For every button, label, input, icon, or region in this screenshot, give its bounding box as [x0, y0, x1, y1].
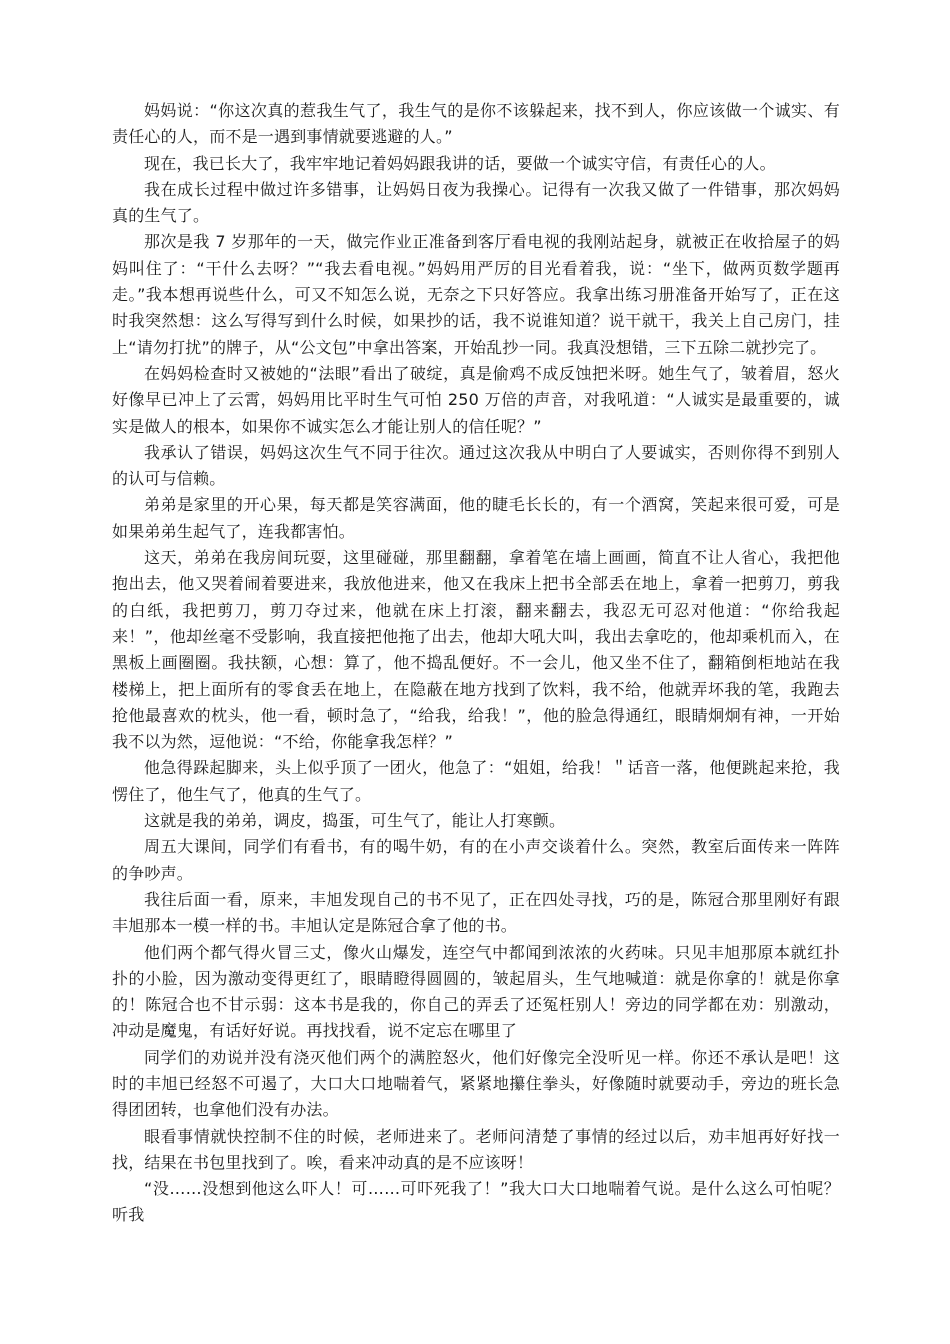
paragraph: 弟弟是家里的开心果，每天都是笑容满面，他的睫毛长长的，有一个酒窝，笑起来很可爱，可是如果弟弟生起气了，连我都害怕。	[112, 495, 840, 541]
paragraph: “没……没想到他这么吓人！可……可吓死我了！”我大口大口地喘着气说。是什么这么可怕呢？听我	[112, 1179, 840, 1225]
paragraph: 我承认了错误，妈妈这次生气不同于往次。通过这次我从中明白了人要诚实，否则你得不到别人的认可与信赖。	[112, 442, 840, 489]
paragraph: 妈妈说：“你这次真的惹我生气了，我生气的是你不该躲起来，找不到人，你应该做一个诚实、有责任心的人，而不是一遇到事情就要逃避的人。”	[112, 101, 840, 147]
paragraph: 他急得跺起脚来，头上似乎顶了一团火，他急了：“姐姐，给我！＂话音一落，他便跳起来抢，我愣住了，他生气了，他真的生气了。	[112, 758, 840, 804]
paragraph: 我在成长过程中做过许多错事，让妈妈日夜为我操心。记得有一次我又做了一件错事，那次妈妈真的生气了。	[112, 179, 840, 226]
paragraph: 眼看事情就快控制不住的时候，老师进来了。老师问清楚了事情的经过以后，劝丰旭再好好找一找，结果在书包里找到了。唉，看来冲动真的是不应该呀！	[112, 1126, 840, 1172]
paragraph: 我往后面一看，原来，丰旭发现自己的书不见了，正在四处寻找，巧的是，陈冠合那里刚好有跟丰旭那本一模一样的书。丰旭认定是陈冠合拿了他的书。	[112, 889, 840, 936]
paragraph: 在妈妈检查时又被她的“法眼”看出了破绽，真是偷鸡不成反蚀把米呀。她生气了，皱着眉，怒火好像早已冲上了云霄，妈妈用比平时生气可怕 250 万倍的声音，对我吼道：“人诚实是最重要的，诚实是做人的根本，如果你不诚实怎么才能让别人的信任呢？”	[112, 363, 840, 436]
paragraph: 这就是我的弟弟，调皮，捣蛋，可生气了，能让人打寒颤。	[144, 811, 566, 831]
paragraph: 他们两个都气得火冒三丈，像火山爆发，连空气中都闻到浓浓的火药味。只见丰旭那原本就红扑扑的小脸，因为激动变得更红了，眼睛瞪得圆圆的，皱起眉头，生气地喊道：就是你拿的！就是你拿的！陈冠合也不甘示弱：这本书是我的，你自己的弄丢了还冤枉别人！旁边的同学都在劝：别激动，冲动是魔鬼，有话好好说。再找找看，说不定忘在哪里了	[112, 942, 840, 1041]
paragraph: 现在，我已长大了，我牢牢地记着妈妈跟我讲的话，要做一个诚实守信，有责任心的人。	[144, 153, 776, 173]
paragraph: 同学们的劝说并没有浇灭他们两个的满腔怒火，他们好像完全没听见一样。你还不承认是吧！这时的丰旭已经怒不可遏了，大口大口地喘着气，紧紧地攥住拳头，好像随时就要动手，旁边的班长急得团团转，也拿他们没有办法。	[112, 1047, 840, 1120]
paragraph: 周五大课间，同学们有看书，有的喝牛奶，有的在小声交谈着什么。突然，教室后面传来一阵阵的争吵声。	[112, 837, 840, 883]
document-body	[112, 98, 840, 1229]
paragraph: 那次是我 7 岁那年的一天，做完作业正准备到客厅看电视的我刚站起身，就被正在收拾屋子的妈妈叫住了：“干什么去呀？”“我去看电视。”妈妈用严厉的目光看着我，说：“坐下，做两页数学题再走。”我本想再说些什么，可又不知怎么说，无奈之下只好答应。我拿出练习册准备开始写了，正在这时我突然想：这么写得写到什么时候，如果抄的话，我不说谁知道？说干就干，我关上自己房门，挂上“请勿打扰”的牌子，从“公文包”中拿出答案，开始乱抄一同。我真没想错，三下五除二就抄完了。	[112, 232, 840, 357]
paragraph: 这天，弟弟在我房间玩耍，这里碰碰，那里翻翻，拿着笔在墙上画画，简直不让人省心，我把他抱出去，他又哭着闹着要进来，我放他进来，他又在我床上把书全部丢在地上，拿着一把剪刀，剪我的白纸，我把剪刀，剪刀夺过来，他就在床上打滚，翻来翻去，我忍无可忍对他道：“你给我起来！”，他却丝毫不受影响，我直接把他拖了出去，他却大吼大叫，我出去拿吃的，他却乘机而入，在黑板上画圈圈。我扶额，心想：算了，他不捣乱便好。不一会儿，他又坐不住了，翻箱倒柜地站在我楼梯上，把上面所有的零食丢在地上，在隐蔽在地方找到了饮料，我不给，他就弄坏我的笔，我跑去抢他最喜欢的枕头，他一看，顿时急了，“给我，给我！”，他的脸急得通红，眼睛炯炯有神，一开始我不以为然，逗他说：“不给，你能拿我怎样？”	[112, 548, 840, 752]
